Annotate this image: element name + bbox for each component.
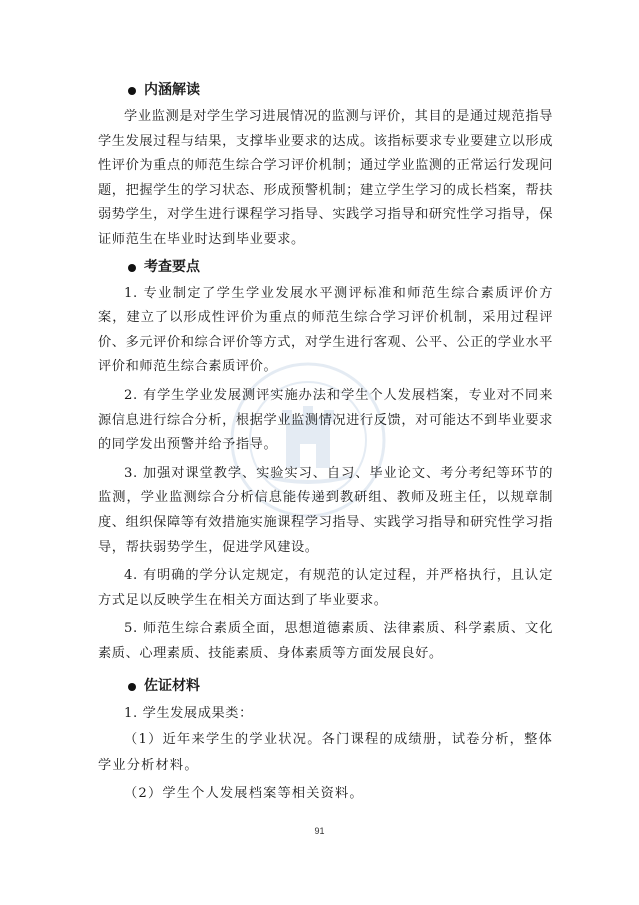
section-title: 考查要点	[144, 258, 200, 275]
section-title: 佐证材料	[144, 678, 200, 695]
section-title: 内涵解读	[144, 82, 200, 98]
bullet-icon	[128, 264, 136, 272]
key-point-item: 1. 专业制定了学生学业发展水平测评标准和师范生综合素质评价方案，建立了以形成性评价为重点的师范生综合学习评价机制，采用过程评价、多元评价和综合评价等方式，对学生进行客观、公平、公正的学业水平评价和师范生综合素质评价。	[98, 285, 553, 375]
key-point-item: 4. 有明确的学分认定规定，有规范的认定过程，并严格执行，且认定方式足以反映学生在相关方面达到了毕业要求。	[98, 568, 553, 608]
key-point-item: 3. 加强对课堂教学、实验实习、自习、毕业论文、考分考纪等环节的监测，学业监测综合分析信息能传递到教研组、教师及班主任，以规章制度、组织保障等有效措施实施课程学习指导、实践学习指导和研究性学习指导，帮扶弱势学生，促进学风建设。	[98, 465, 553, 555]
key-point-item: 2. 有学生学业发展测评实施办法和学生个人发展档案，专业对不同来源信息进行综合分析，根据学业监测情况进行反馈，对可能达不到毕业要求的同学发出预警并给予指导。	[98, 387, 553, 453]
key-point-item: 5. 师范生综合素质全面，思想道德素质、法律素质、科学素质、文化素质、心理素质、技能素质、身体素质等方面发展良好。	[98, 621, 553, 661]
section-heading-evidence	[98, 672, 553, 701]
document-content	[98, 76, 553, 807]
section-heading-key-points	[98, 253, 553, 282]
evidence-item: （1）近年来学生的学业状况。各门课程的成绩册，试卷分析，整体学业分析材料。	[98, 732, 553, 774]
bullet-icon	[128, 683, 136, 691]
evidence-category: 1. 学生发展成果类：	[124, 706, 253, 722]
page-number: 91	[314, 826, 325, 836]
interpretation-paragraph: 学业监测是对学生学习进展情况的监测与评价，其目的是通过规范指导学生发展过程与结果，支撑毕业要求的达成。该指标要求专业要建立以形成性评价为重点的师范生综合学习评价机制；通过学业监测的正常运行发现问题，把握学生的学习状态、形成预警机制；建立学生学习的成长档案，帮扶弱势学生，对学生进行课程学习指导、实践学习指导和研究性学习指导，保证师范生在毕业时达到毕业要求。	[98, 109, 553, 247]
bullet-icon	[128, 87, 136, 95]
section-heading-interpretation	[98, 76, 553, 105]
evidence-item: （2）学生个人发展档案等相关资料。	[124, 786, 364, 802]
